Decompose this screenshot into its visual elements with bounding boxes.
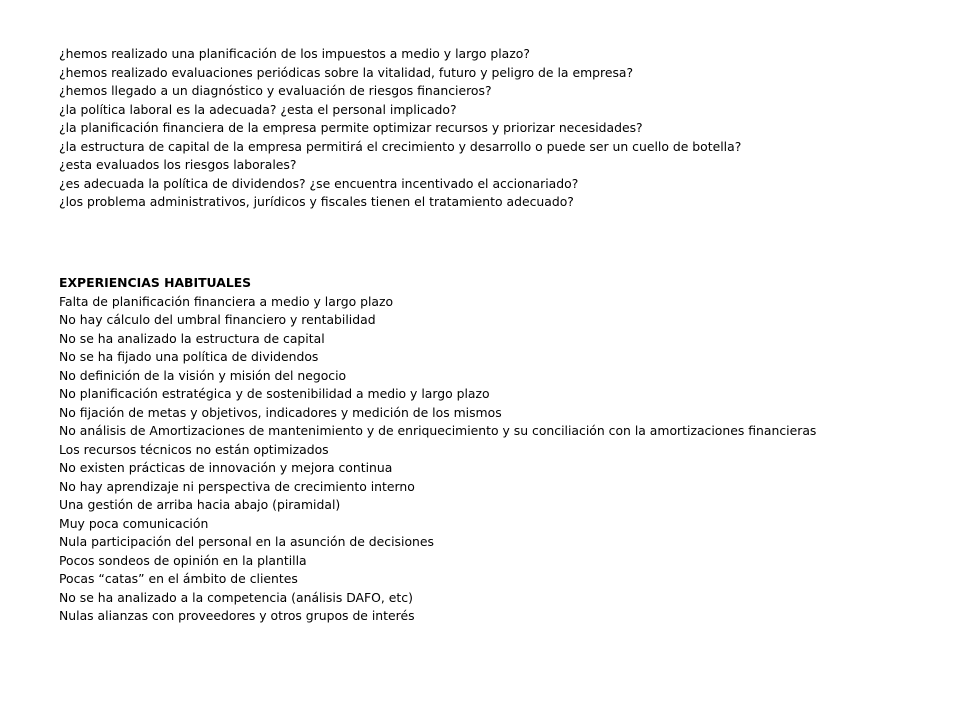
experience-item: Falta de planificación financiera a medio y largo plazo	[59, 293, 394, 309]
experience-item: Pocas “catas” en el ámbito de clientes	[59, 571, 298, 586]
experience-item: Muy poca comunicación	[59, 515, 209, 531]
question-item: ¿esta evaluados los riesgos laborales?	[59, 157, 297, 172]
experience-item: Pocos sondeos de opinión en la plantilla	[59, 552, 307, 568]
question-item: ¿hemos realizado evaluaciones periódicas sobre la vitalidad, futuro y peligro de la empresa?	[59, 64, 634, 80]
question-item: ¿hemos llegado a un diagnóstico y evaluación de riesgos financieros?	[59, 83, 492, 98]
experience-item: No existen prácticas de innovación y mejora continua	[59, 460, 393, 475]
experience-item: No hay aprendizaje ni perspectiva de crecimiento interno	[59, 478, 415, 494]
experience-item: No fijación de metas y objetivos, indicadores y medición de los mismos	[59, 404, 502, 420]
question-item: ¿la estructura de capital de la empresa permitirá el crecimiento y desarrollo o puede ser un cuello de botella?	[59, 138, 742, 154]
question-item: ¿es adecuada la política de dividendos? ¿se encuentra incentivado el accionariado?	[59, 175, 579, 191]
experience-item: No planificación estratégica y de sostenibilidad a medio y largo plazo	[59, 386, 490, 401]
experience-item: No se ha analizado la estructura de capital	[59, 330, 325, 346]
experience-item: No se ha analizado a la competencia (análisis DAFO, etc)	[59, 589, 413, 605]
experience-item: No hay cálculo del umbral financiero y rentabilidad	[59, 312, 376, 327]
question-item: ¿los problema administrativos, jurídicos y fiscales tienen el tratamiento adecuado?	[59, 194, 574, 209]
experiences-list	[59, 274, 949, 626]
experience-item: Nula participación del personal en la asunción de decisiones	[59, 534, 434, 549]
experiences-heading: EXPERIENCIAS HABITUALES	[59, 275, 252, 290]
question-item: ¿la política laboral es la adecuada? ¿esta el personal implicado?	[59, 101, 457, 117]
experience-item: No definición de la visión y misión del negocio	[59, 367, 347, 383]
questions-list	[59, 45, 949, 212]
question-item: ¿hemos realizado una planificación de los impuestos a medio y largo plazo?	[59, 46, 530, 61]
experience-item: No análisis de Amortizaciones de mantenimiento y de enriquecimiento y su conciliación con la amortizaciones financieras	[59, 423, 817, 438]
experience-item: No se ha fijado una política de dividendos	[59, 349, 319, 364]
experience-item: Los recursos técnicos no están optimizados	[59, 441, 329, 457]
experience-item: Nulas alianzas con proveedores y otros grupos de interés	[59, 608, 415, 623]
question-item: ¿la planificación financiera de la empresa permite optimizar recursos y priorizar necesidades?	[59, 120, 643, 135]
experience-item: Una gestión de arriba hacia abajo (piramidal)	[59, 497, 341, 512]
